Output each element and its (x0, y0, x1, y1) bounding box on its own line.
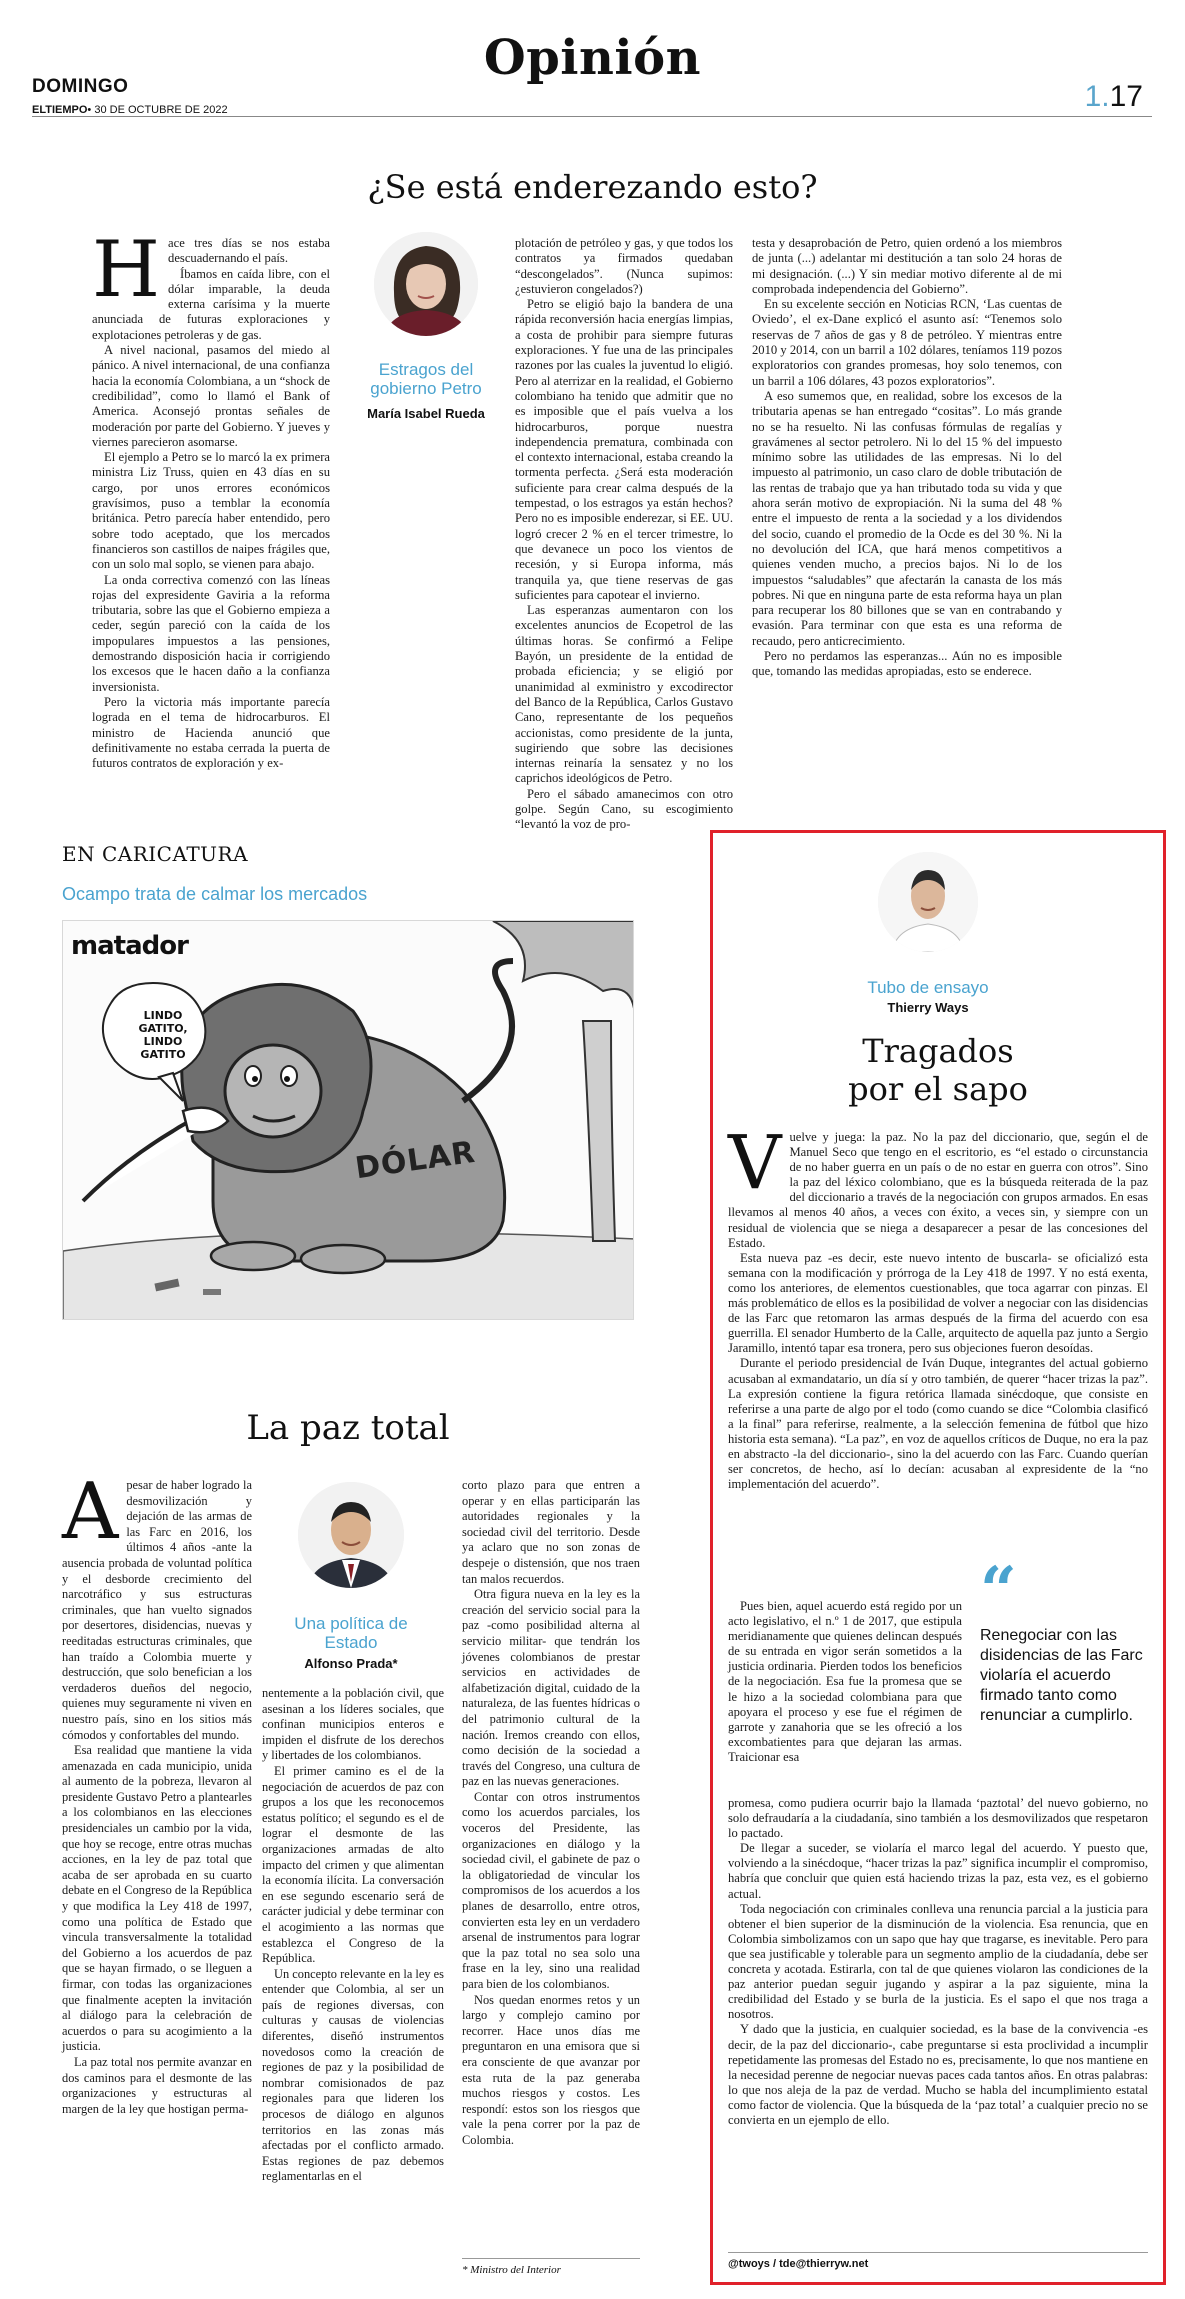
author-photo-rueda (374, 232, 478, 336)
lion-label: DÓLAR (353, 1134, 478, 1187)
article3-dropcap: V (728, 1120, 782, 1206)
portrait-illustration (298, 1482, 404, 1588)
section-title: Opinión (483, 30, 702, 86)
article1-paragraph: testa y desaprobación de Petro, quien ordenó a los miembros de junta (...) adelantar mi destitución a tan solo 24 horas de mi designación. (...) Y sin mediar motivo diferente al de mi comprobada independencia del Gobierno”. (752, 236, 1062, 296)
portrait-illustration (878, 852, 978, 952)
author-photo-ways (878, 852, 978, 952)
article1-headline: ¿Se está enderezando esto? (367, 168, 818, 206)
article3-paragraph: Pues bien, aquel acuerdo está regido por un acto legislativo, el n.º 1 de 2017, que estipula meridianamente que quienes delincan después de su entrada en vigor serán sometidos a la justicia ordinaria. Pierden todos los beneficios de la negociación. Esa fue la promesa que se le hizo a la sociedad colombiana para que apoyara el proceso y ese fue el régimen de garrote y zanahoria que se les ofreció a los excombatientes para que dejaran las armas. Traicionar esa (728, 1599, 962, 1764)
dateline (32, 104, 228, 116)
article3-body-top (728, 1120, 1149, 1492)
page-number (1085, 80, 1143, 114)
article1-paragraph: La onda correctiva comenzó con las líneas rojas del expresidente Gaviria a la reforma tributaria, sobre las que el Gobierno empieza a ceder, según pareció con la caída de los impopulares impuestos a las pensiones, demostrando disposición hacia ir corrigiendo los excesos que le hacen daño a la confianza inversionista. (92, 572, 330, 694)
article2-kicker: Una política de Estado (294, 1614, 408, 1652)
article1-paragraph: Petro se eligió bajo la bandera de una rápida reconversión hacia energías limpias, a costa de prohibir para siempre futuras exploraciones. Y fue una de las principales razones por las cuales la juventud lo eligió. Pero al aterrizar en la realidad, el Gobierno colombiano ha tenido que admitir que no es imposible que el país vuelva a los hidrocarburos, porque nuestra independencia prematura, combinada con el contexto internacional, estaba creando la tormenta perfecta. ¿Será esta moderación suficiente para crear calma después de la tempestad, o los estragos ya están hechos? Pero no es imposible enderezar, si EE. UU. logró crecer 2 % en el tercer trimestre, lo que devanece un poco los vientos de recesión, y si Europa informa, más tranquila ya, que tiene reservas de gas suficientes para capotear el invierno. (515, 297, 733, 602)
cartoon-section-label: EN CARICATURA (62, 842, 249, 866)
article1-paragraph: Las esperanzas aumentaron con los excelentes anuncios de Ecopetrol de las últimas horas. Se confirmó a Felipe Bayón, un presidente de la entidad de probada eficiencia; y se eligió por unanimidad al exministro y excodirector del Banco de la República, Carlos Gustavo Cano, representante de los pequeños accionistas, como presidente de la junta, sugiriendo que sobre las decisiones internas reinaría la sensatez y no los caprichos ideológicos de Petro. (515, 603, 733, 786)
portrait-illustration (374, 232, 478, 336)
article3-body-bottom (728, 1796, 1148, 2128)
contact-divider (728, 2252, 1148, 2253)
article3-paragraph: uelve y juega: la paz. No la paz del diccionario, que, según el de Manuel Seco que tengo en el escritorio, es “el estado o circunstancia de no haber guerra en un país o de no estar en guerra con otros”. Sino la paz del léxico colombiano, que es la búsqueda reiterada de la paz del diccionario a través de la negociación con grupos armados. En esas llevamos al menos 40 años, a veces con éxito, a veces sin, y siempre con un residual de violencia que se niega a desaparecer a pesar de las concesiones del Estado. (728, 1130, 1148, 1250)
article2-paragraph: Esa realidad que mantiene la vida amenazada en cada municipio, unida al aumento de la pobreza, llevaron al presidente Gustavo Petro a plantearles a los colombianos en las elecciones presidenciales un cambio por la vida, que hoy se recoge, entre otras muchas acciones, en la ley de paz total que acaba de ser aprobada en su cuarto debate en el Congreso de la República y que modifica la Ley 418 de 1997, como una política de Estado que vincula transversalmente la totalidad del Gobierno a los acuerdos de paz que se hayan firmado, o se lleguen a firmar, con todas las organizaciones que finalmente acepten la invitación al diálogo para la celebración de acuerdos o para su acogimiento a la justicia. (62, 1743, 252, 2054)
article3-paragraph: De llegar a suceder, se violaría el marco legal del acuerdo. Y puesto que, volviendo a la sinécdoque, “hacer trizas la paz” significa incumplir el compromiso, habría que concluir que quien está haciendo trizas la paz, esta vez, es el gobierno actual. (728, 1841, 1148, 1901)
cartoon-caption: Ocampo trata de calmar los mercados (62, 884, 368, 904)
article1-author: María Isabel Rueda (367, 406, 485, 421)
article3-paragraph: Y dado que la justicia, en cualquier sociedad, es la base de la convivencia -es decir, de la paz del diccionario-, cabe preguntarse si esta proclividad a incumplir repetidamente las promesas del Estado no es, precisamente, lo que nos mantiene en la necesidad perenne de negociar nuevas paces cada tantos años. En otras palabras: lo que nos aleja de la paz de verdad. Mucho se habla del incumplimiento estatal como factor de violencia. Que la búsqueda de la ‘paz total’ a cualquier precio no se convierta en un ejemplo de ello. (728, 2022, 1148, 2127)
article3-body-narrow (728, 1599, 962, 1765)
article2-paragraph: pesar de haber logrado la desmovilización y dejación de las armas de las Farc en 2016, los últimos 4 años -ante la ausencia probada de voluntad política y el desborde crecimiento del narcotráfico y sus estructuras criminales, que han vuelto signados por desertores, disidencias, nuevas y reeditadas estructuras criminales, que han traído a Colombia muerte y destrucción, que solo benefician a los verdaderos dueños del negocio, quienes muy seguramente ni viven en nuestro país, sino en los sitios más cómodos y confortables del mundo. (62, 1478, 252, 1742)
article2-paragraph: Otra figura nueva en la ley es la creación del servicio social para la paz -como posibilidad alterna al servicio militar- que tendrán los jóvenes colombianos de prestar servicios en actividades de alfabetización digital, cuidado de la naturaleza, de las fuentes hídricas o del patrimonio cultural de la nación. Iremos creando con ellos, como decisión de la sociedad a través del Congreso, una cultura de paz en las nuevas generaciones. (462, 1587, 640, 1789)
article2-author: Alfonso Prada* (304, 1656, 398, 1671)
article3-paragraph: promesa, como pudiera ocurrir bajo la llamada ‘paztotal’ del nuevo gobierno, no solo defraudaría a la ciudadanía, sino también a los desmovilizados que respetaron lo pactado. (728, 1796, 1148, 1841)
article2-paragraph: corto plazo para que entren a operar y en ellas participarán las autoridades regionales y la sociedad civil del territorio. Desde ya aclaro que no son zonas de despeje o distensión, que nos traen tan malos recuerdos. (462, 1478, 640, 1586)
article3-headline-line-1: Tragados (862, 1032, 1014, 1070)
article1-paragraph: Íbamos en caída libre, con el dólar imparable, la deuda externa carísima y la muerte anunciada de futuras exploraciones y explotaciones petroleras y de gas. (92, 266, 330, 342)
article3-paragraph: Esta nueva paz -es decir, este nuevo intento de buscarla- se oficializó esta semana con la modificación y prórroga de la Ley 418 de 1997. Y no está exenta, como los anteriores, de elementos cuestionables, que toca agarrar con pinzas. El más problemático de ellos es la posibilidad de volver a negociar con las disidencias de las Farc que retomaron las armas después de la firma del acuerdo con esa guerrilla. El senador Humberto de la Calle, arquitecto de aquella paz junto a Sergio Jaramillo, intentó tapar esa tronera, pero sus objeciones fueron desoídas. (728, 1250, 1149, 1356)
cartoon-signature: matador (71, 931, 188, 961)
article3-author: Thierry Ways (887, 1000, 969, 1015)
speech-bubble-text: LINDO GATITO, LINDO GATITO (138, 1009, 188, 1061)
article3-paragraph: Toda negociación con criminales conlleva una renuncia parcial a la justicia para obtener el bien superior de la disminución de la violencia. Esa renuncia, que en Colombia simbolizamos con un sapo que hay que tragarse, es inevitable. Pero para que sea justificable y tolerable para un segmento amplio de la ciudadanía, debe ser concreta y acotada. Estirarla, con tal de que quienes violaron las condiciones de la paz anterior puedan seguir jugando y aspirar a la paz siguiente, mina la credibilidad del Estado y se burla de la justicia. Es el sapo el que nos traga a nosotros. (728, 1901, 1148, 2022)
page-number-value: 17 (1109, 80, 1143, 113)
article1-paragraph: Pero el sábado amanecimos con otro golpe. Según Cano, su escogimiento “levantó la voz de pro- (515, 786, 733, 832)
article2-column-2 (262, 1686, 444, 2185)
article2-dropcap: A (62, 1467, 119, 1557)
article1-paragraph: El ejemplo a Petro se lo marcó la ex primera ministra Liz Truss, quien en 43 días en su cargo, por unos errores económicos gravísimos, puso a temblar la economía británica. Petro parecía haber entendido, pero sobre todo aceptado, que los mercados financieros son castillos de naipes frágiles que, con un solo mal soplo, se vienen para abajo. (92, 450, 330, 572)
article1-kicker: Estragos del gobierno Petro (370, 360, 482, 398)
author-photo-prada (298, 1482, 404, 1588)
article1-column-1 (92, 225, 330, 771)
article2-paragraph: El primer camino es el de la negociación de acuerdos de paz con grupos a los que les reconocemos estatus político; el segundo es el de lograr el desmonte de las organizaciones armadas de alto impacto del crimen y que alimentan la economía ilícita. La conversación en ese segundo escenario será de carácter judicial y debe terminar con el acogimiento a las normas que establezca el Congreso de la República. (262, 1763, 444, 1966)
article1-paragraph: ace tres días se nos estaba descuadernando el país. (168, 236, 330, 266)
article3-paragraph: Durante el periodo presidencial de Iván Duque, integrantes del actual gobierno acusaban al exmandatario, un día sí y otro también, de querer “hacer trizas la paz”. La expresión contiene la figura retórica llamada sinécdoque, que consiste en referirse a una parte de algo por el todo (como cuando se dice “Colombia clasificó a la final” para referirse, realmente, a la selección femenina de fútbol que hizo historia esta semana). “La paz”, en voz de aquellos críticos de Duque, no era la paz en abstracto -la del diccionario-, sino la del acuerdo con las Farc. Cuando querían ser concretos, de hecho, así lo decían: acusaban al expresidente de la “no implementación del acuerdo”. (728, 1356, 1148, 1492)
article2-paragraph: Nos quedan enormes retos y un largo y complejo camino por recorrer. Hace unos días me preguntaron en una emisora que si era consciente de que avanzar por esta ruta de la paz generaba muchos riesgos y costos. Les respondí: estos son los riesgos que vale la pena correr por la paz de Colombia. (462, 1992, 640, 2147)
author-contact: @twoys / tde@thierryw.net (728, 2258, 869, 2270)
pull-quote: Renegociar con las disidencias de las Farc violaría el acuerdo firmado tanto como renunciar a cumplirlo. (980, 1627, 1143, 1724)
article1-column-3 (752, 236, 1062, 680)
article1-paragraph: plotación de petróleo y gas, y que todos los contratos ya firmados quedaban “descongelados”. (Nunca supimos: ¿estuvieron congelados?) (515, 236, 733, 296)
footnote-divider (462, 2258, 640, 2259)
article2-column-1 (62, 1467, 252, 2117)
article2-headline: La paz total (246, 1408, 450, 1448)
article1-paragraph: Pero no perdamos las esperanzas... Aún no es imposible que, tomando las medidas apropiadas, esto se enderece. (752, 649, 1062, 679)
article2-footnote: * Ministro del Interior (462, 2264, 561, 2276)
page-prefix: 1. (1084, 80, 1110, 113)
article1-column-2 (515, 236, 733, 833)
article2-column-3 (462, 1478, 640, 2149)
quote-mark-icon: “ (980, 1553, 1017, 1628)
article1-paragraph: A nivel nacional, pasamos del miedo al pánico. A nivel internacional, de una confianza hacia la economía Colombiana, a un “shock de credibilidad”, como lo llamó el Bank of America. Aconsejó prontas señales de moderación por parte del Gobierno. Y jueves y viernes parecieron asomarse. (92, 343, 330, 449)
article2-paragraph: Contar con otros instrumentos como los acuerdos parciales, los voceros del Presidente, las organizaciones en diálogo y la sociedad civil, el gabinete de paz o la obligatoriedad de vincular los compromisos de los acuerdos a los planes de desarrollo, entre otros, convierten esta ley en un verdadero arsenal de instrumentos para lograr que la paz total no sea solo una frase en la ley, sino una realidad para bien de los colombianos. (462, 1789, 640, 1991)
editorial-cartoon (62, 920, 634, 1320)
article2-paragraph: Un concepto relevante en la ley es entender que Colombia, al ser un país de regiones diversas, con culturas y causas de violencias diferentes, diseñó instrumentos novedosos como la creación de regiones de paz y la posibilidad de nombrar comisionados de paz regionales para que lideren los procesos de diálogo en algunos territorios en las zonas más afectadas por el conflicto armado. Estas regiones de paz debemos reglamentarlas en el (262, 1966, 444, 2184)
article1-paragraph: Pero la victoria más importante parecía lograda en el tema de hidrocarburos. El ministro de Hacienda anunció que definitivamente no estaba cerrada la puerta de futuros contratos de exploración y ex- (92, 694, 330, 771)
brand-name: ELTIEMPO (32, 104, 88, 116)
cartoon-drawing (63, 921, 634, 1320)
header-divider (32, 116, 1152, 117)
article3-headline (712, 1032, 1164, 1108)
article2-paragraph: La paz total nos permite avanzar en dos caminos para el desmonte de las organizaciones y estructuras al margen de la ley que hostigan perma- (62, 2054, 252, 2116)
article1-paragraph: En su excelente sección en Noticias RCN, ‘Las cuentas de Oviedo’, el ex-Dane explicó el asunto así: “Tenemos solo reservas de 7 años de gas y 8 de petróleo. Y mientras entre 2010 y 2014, con un barril a 102 dólares, teníamos 119 pozos exploratorios con grandes promesas, hoy solo tenemos, con un barril a 106 dólares, 43 pozos exploratorios”. (752, 297, 1062, 388)
article1-dropcap: H (92, 225, 161, 315)
issue-date: • 30 DE OCTUBRE DE 2022 (87, 104, 228, 116)
article3-headline-line-2: por el sapo (848, 1070, 1028, 1108)
article2-paragraph: nentemente a la población civil, que asesinan a los líderes sociales, que confinan municipios enteros e impiden el disfrute de los derechos y libertades de los colombianos. (262, 1686, 444, 1763)
article1-paragraph: A eso sumemos que, en realidad, sobre los excesos de la tributaria apenas se han entregado “cositas”. Lo más grande no se ha resuelto. Ni las confusas fórmulas de regalías y gravámenes al sector petrolero. Ni lo del 15 % del impuesto mínimo sobre las utilidades de las empresas. Ni lo del impuesto al patrimonio, un caso claro de doble tributación de las rentas de trabajo que ya han tributado toda su vida y que ahora serán motivo de expropiación. Ni la suma del 48 % entre el impuesto de renta a la sociedad y a los dividendos del socio, cuando el promedio de la Ocde es del 30 %. Ni la no devolución del ICA, que hará menos competitivos a quienes venden mucho, a precios bajos. Ni lo de los impuestos “saludables” que afectarán la canasta de los más pobres. Ni que en ninguna parte de esta reforma haya un plan para recuperar los 80 billones que se van en contrabando y evasión. Para terminar con que esta es una reforma de recaudo, pero anticrecimiento. (752, 388, 1062, 648)
article3-kicker: Tubo de ensayo (867, 978, 989, 997)
day-label: DOMINGO (32, 76, 129, 97)
